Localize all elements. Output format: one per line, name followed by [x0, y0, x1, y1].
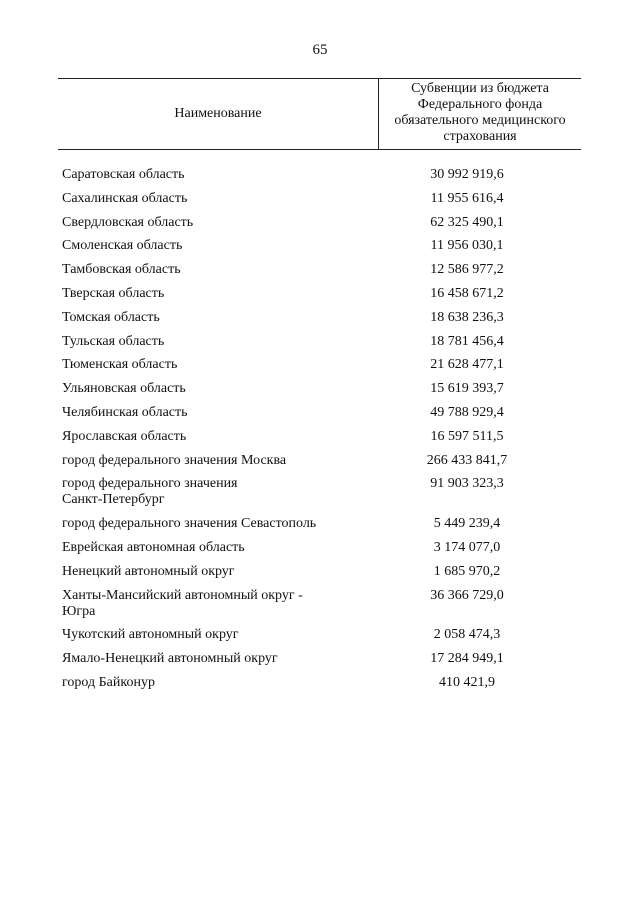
- region-name: Чукотский автономный округ: [62, 627, 239, 643]
- table-row: [62, 381, 582, 397]
- column-header-name: Наименование: [174, 106, 262, 121]
- region-name: Ханты-Мансийский автономный округ - Югра: [62, 587, 303, 619]
- subsidy-value: 16 597 511,5: [430, 428, 504, 444]
- subsidy-value: 18 781 456,4: [430, 333, 504, 349]
- table-row: [62, 540, 582, 556]
- subsidy-value: 18 638 236,3: [430, 309, 504, 325]
- region-name: Ульяновская область: [62, 381, 186, 397]
- table-header: [58, 78, 581, 150]
- region-name: Челябинская область: [62, 404, 188, 420]
- region-name: город федерального значения Москва: [62, 452, 287, 468]
- table-body: [62, 167, 582, 699]
- table-row: [62, 262, 582, 278]
- subsidy-value: 11 955 616,4: [430, 190, 504, 206]
- region-name: город Байконур: [62, 674, 155, 690]
- region-name: город федерального значения Санкт-Петербург: [62, 476, 238, 508]
- subsidy-value: 12 586 977,2: [430, 262, 504, 278]
- region-name: Сахалинская область: [62, 190, 188, 206]
- subsidy-value: 11 956 030,1: [430, 238, 504, 254]
- page-number: 65: [312, 42, 328, 58]
- region-name: Тюменская область: [62, 357, 178, 373]
- region-name: город федерального значения Севастополь: [62, 516, 317, 532]
- column-header-subsidy: Субвенции из бюджета Федерального фонда обязательного медицинского страхования: [394, 81, 566, 144]
- table-row: [62, 675, 582, 691]
- subsidy-value: 30 992 919,6: [430, 167, 504, 182]
- subsidy-value: 410 421,9: [439, 674, 495, 690]
- subsidy-value: 1 685 970,2: [433, 563, 501, 579]
- table-row: [62, 357, 582, 373]
- region-name: Смоленская область: [62, 238, 183, 254]
- subsidy-value: 15 619 393,7: [430, 381, 504, 397]
- subsidy-value: 17 284 949,1: [430, 651, 504, 667]
- region-name: Еврейская автономная область: [62, 539, 245, 555]
- table-row: [62, 564, 582, 580]
- table-row: [62, 310, 582, 326]
- region-name: Ярославская область: [62, 428, 187, 444]
- region-name: Ямало-Ненецкий автономный округ: [62, 651, 278, 667]
- region-name: Томская область: [62, 309, 160, 325]
- region-name: Тульская область: [62, 333, 165, 349]
- subsidy-value: 3 174 077,0: [433, 539, 501, 555]
- region-name: Тамбовская область: [62, 262, 181, 278]
- table-row: [62, 627, 582, 643]
- subsidy-value: 49 788 929,4: [430, 404, 504, 420]
- subsidy-value: 2 058 474,3: [433, 627, 501, 643]
- subsidy-value: 91 903 323,3: [430, 476, 504, 492]
- region-name: Свердловская область: [62, 214, 194, 230]
- table-row: [62, 167, 582, 183]
- table-row: [62, 588, 582, 620]
- region-name: Тверская область: [62, 285, 165, 301]
- table-row: [62, 191, 582, 207]
- table-row: [62, 286, 582, 302]
- subsidy-value: 21 628 477,1: [430, 357, 504, 373]
- table-row: [62, 453, 582, 469]
- subsidy-value: 266 433 841,7: [426, 452, 508, 468]
- table-row: [62, 516, 582, 532]
- subsidy-value: 16 458 671,2: [430, 285, 504, 301]
- table-row: [62, 238, 582, 254]
- region-name: Ненецкий автономный округ: [62, 563, 235, 579]
- subsidy-value: 36 366 729,0: [430, 587, 504, 603]
- table-row: [62, 405, 582, 421]
- subsidy-value: 5 449 239,4: [433, 516, 501, 532]
- subsidy-value: 62 325 490,1: [430, 214, 504, 230]
- table-row: [62, 651, 582, 667]
- table-row: [62, 215, 582, 231]
- region-name: Саратовская область: [62, 167, 185, 182]
- table-row: [62, 429, 582, 445]
- table-row: [62, 334, 582, 350]
- table-row: [62, 476, 582, 508]
